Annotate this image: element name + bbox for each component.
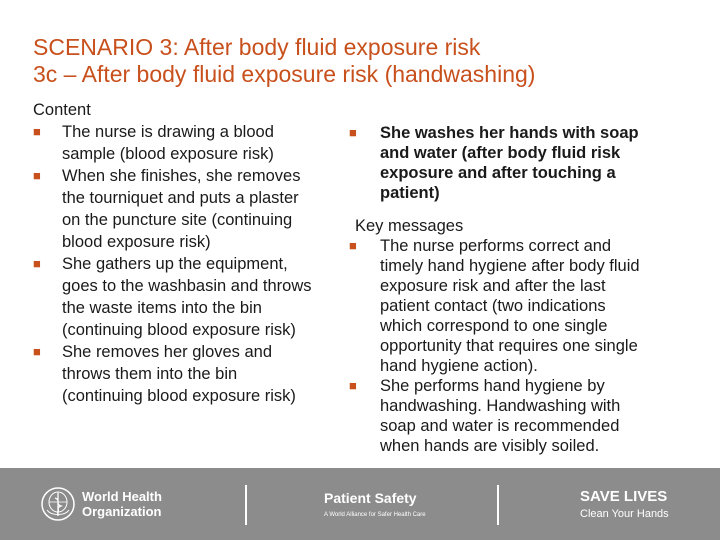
who-name-line-2: Organization	[82, 504, 162, 519]
slide-title	[33, 34, 713, 88]
patient-safety-logo	[324, 490, 426, 518]
square-bullet-icon: ■	[349, 378, 357, 393]
who-name-line-1: World Health	[82, 489, 162, 504]
list-item-line: when hands are visibly soiled.	[380, 437, 600, 455]
list-item-line: She performs hand hygiene by	[380, 377, 605, 395]
footer-bar	[0, 468, 720, 540]
list-item-line: She gathers up the equipment,	[62, 255, 288, 273]
list-item-line: blood exposure risk)	[62, 233, 211, 251]
content-heading: Content	[33, 101, 91, 119]
content-left-column	[33, 99, 353, 407]
square-bullet-icon: ■	[33, 124, 41, 139]
list-item-line: and water (after body fluid risk	[380, 144, 621, 162]
list-item-line: sample (blood exposure risk)	[62, 145, 274, 163]
footer-divider	[497, 485, 499, 525]
list-item	[349, 236, 700, 376]
list-item-line: (continuing blood exposure risk)	[62, 387, 296, 405]
list-item-line: She washes her hands with soap	[380, 124, 639, 142]
list-item-line: opportunity that requires one single	[380, 337, 638, 355]
list-item-line: When she finishes, she removes	[62, 167, 301, 185]
list-item-line: timely hand hygiene after body fluid	[380, 257, 640, 275]
list-item-line: hand hygiene action).	[380, 357, 538, 375]
key-messages-heading: Key messages	[355, 217, 464, 235]
list-item-line: which correspond to one single	[380, 317, 608, 335]
list-item-line: The nurse is drawing a blood	[62, 123, 274, 141]
list-item-line: goes to the washbasin and throws	[62, 277, 312, 295]
who-logo	[40, 486, 162, 522]
list-item	[349, 123, 700, 203]
list-item-line: patient contact (two indications	[380, 297, 606, 315]
key-messages-section	[349, 216, 700, 456]
patient-safety-title: Patient Safety	[324, 490, 417, 506]
list-item-line: the tourniquet and puts a plaster	[62, 189, 299, 207]
list-item-line: on the puncture site (continuing	[62, 211, 293, 229]
square-bullet-icon: ■	[349, 238, 357, 253]
list-item	[33, 341, 353, 407]
list-item	[33, 121, 353, 165]
list-item-line: The nurse performs correct and	[380, 237, 612, 255]
list-item	[349, 376, 700, 456]
square-bullet-icon: ■	[349, 125, 357, 140]
clean-hands-tagline: Clean Your Hands	[580, 508, 669, 520]
list-item	[33, 165, 353, 253]
list-item-line: (continuing blood exposure risk)	[62, 321, 296, 339]
list-item-line: the waste items into the bin	[62, 299, 262, 317]
list-item-line: handwashing. Handwashing with	[380, 397, 621, 415]
square-bullet-icon: ■	[33, 168, 41, 183]
list-item-line: She removes her gloves and	[62, 343, 273, 361]
list-item-line: patient)	[380, 184, 440, 202]
footer-divider	[245, 485, 247, 525]
square-bullet-icon: ■	[33, 256, 41, 271]
title-line-2: 3c – After body fluid exposure risk (handwashing)	[33, 61, 536, 87]
save-lives-title: SAVE LIVES	[580, 488, 668, 505]
save-lives-logo	[580, 488, 669, 520]
patient-safety-tagline: A World Alliance for Safer Health Care	[324, 512, 426, 518]
list-item-line: soap and water is recommended	[380, 417, 620, 435]
title-line-1: SCENARIO 3: After body fluid exposure risk	[33, 34, 481, 60]
who-emblem-icon	[40, 486, 76, 522]
list-item-line: throws them into the bin	[62, 365, 238, 383]
square-bullet-icon: ■	[33, 344, 41, 359]
list-item-line: exposure risk and after the last	[380, 277, 606, 295]
list-item	[33, 253, 353, 341]
content-right-column	[349, 123, 700, 203]
list-item-line: exposure and after touching a	[380, 164, 616, 182]
